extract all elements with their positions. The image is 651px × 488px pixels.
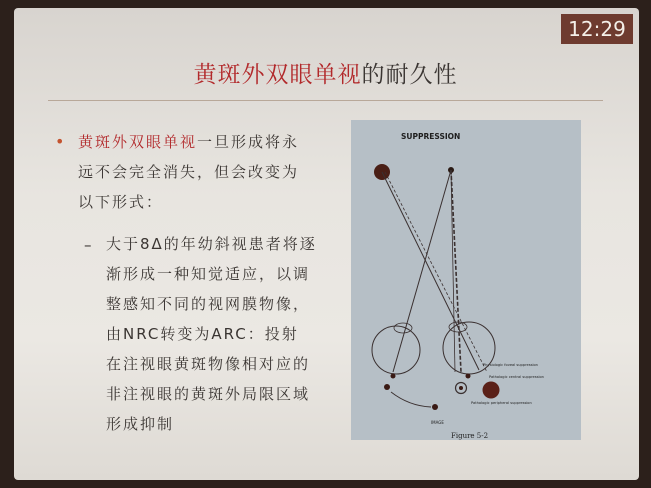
- bullet-line-3: 以下形式：: [78, 193, 164, 211]
- legend-peripheral: Pathologic peripheral suppression: [471, 401, 532, 405]
- legend-marker-large: [483, 382, 500, 399]
- slide-title: [0, 56, 651, 89]
- slide-title-rest: 的耐久性: [361, 62, 458, 88]
- bullet-lead: 黄斑外双眼单视: [78, 133, 198, 151]
- figure-heading: SUPPRESSION: [401, 132, 461, 141]
- image-label: IMAGE: [431, 420, 444, 425]
- suppression-figure: [351, 120, 581, 440]
- suppression-diagram: [351, 120, 581, 440]
- sub-line: 大于8Δ的年幼斜视患者将逐: [106, 235, 317, 253]
- figure-caption: Figure 5-2: [451, 432, 489, 440]
- bullet-line-1-rest: 一旦形成将永: [197, 133, 300, 151]
- sub-bullet-dash-icon: –: [84, 236, 92, 254]
- slide-title-highlight: 黄斑外双眼单视: [193, 62, 362, 88]
- sub-line: 非注视眼的黄斑外局限区域: [106, 385, 311, 403]
- image-dot: [432, 404, 438, 410]
- left-lens: [394, 323, 412, 333]
- sub-line: 渐形成一种知觉适应，以调: [106, 265, 311, 283]
- bullet-line-2: 远不会完全消失，但会改变为: [78, 163, 300, 181]
- sub-line: 整感知不同的视网膜物像，: [106, 295, 311, 313]
- clock-overlay: 12:29: [561, 14, 633, 44]
- bullet-icon: •: [55, 132, 65, 151]
- sub-line: 由NRC转变为ARC：投射: [106, 325, 299, 343]
- sub-line: 在注视眼黄斑物像相对应的: [106, 355, 311, 373]
- title-divider: [48, 100, 603, 101]
- bullet-line-1: [78, 127, 299, 157]
- sub-line: 形成抑制: [106, 415, 175, 433]
- legend-foveal: Physiologic foveal suppression: [483, 363, 538, 367]
- image-dot: [384, 384, 390, 390]
- legend-central: Pathologic central suppression: [489, 375, 544, 379]
- left-eye: [372, 326, 420, 374]
